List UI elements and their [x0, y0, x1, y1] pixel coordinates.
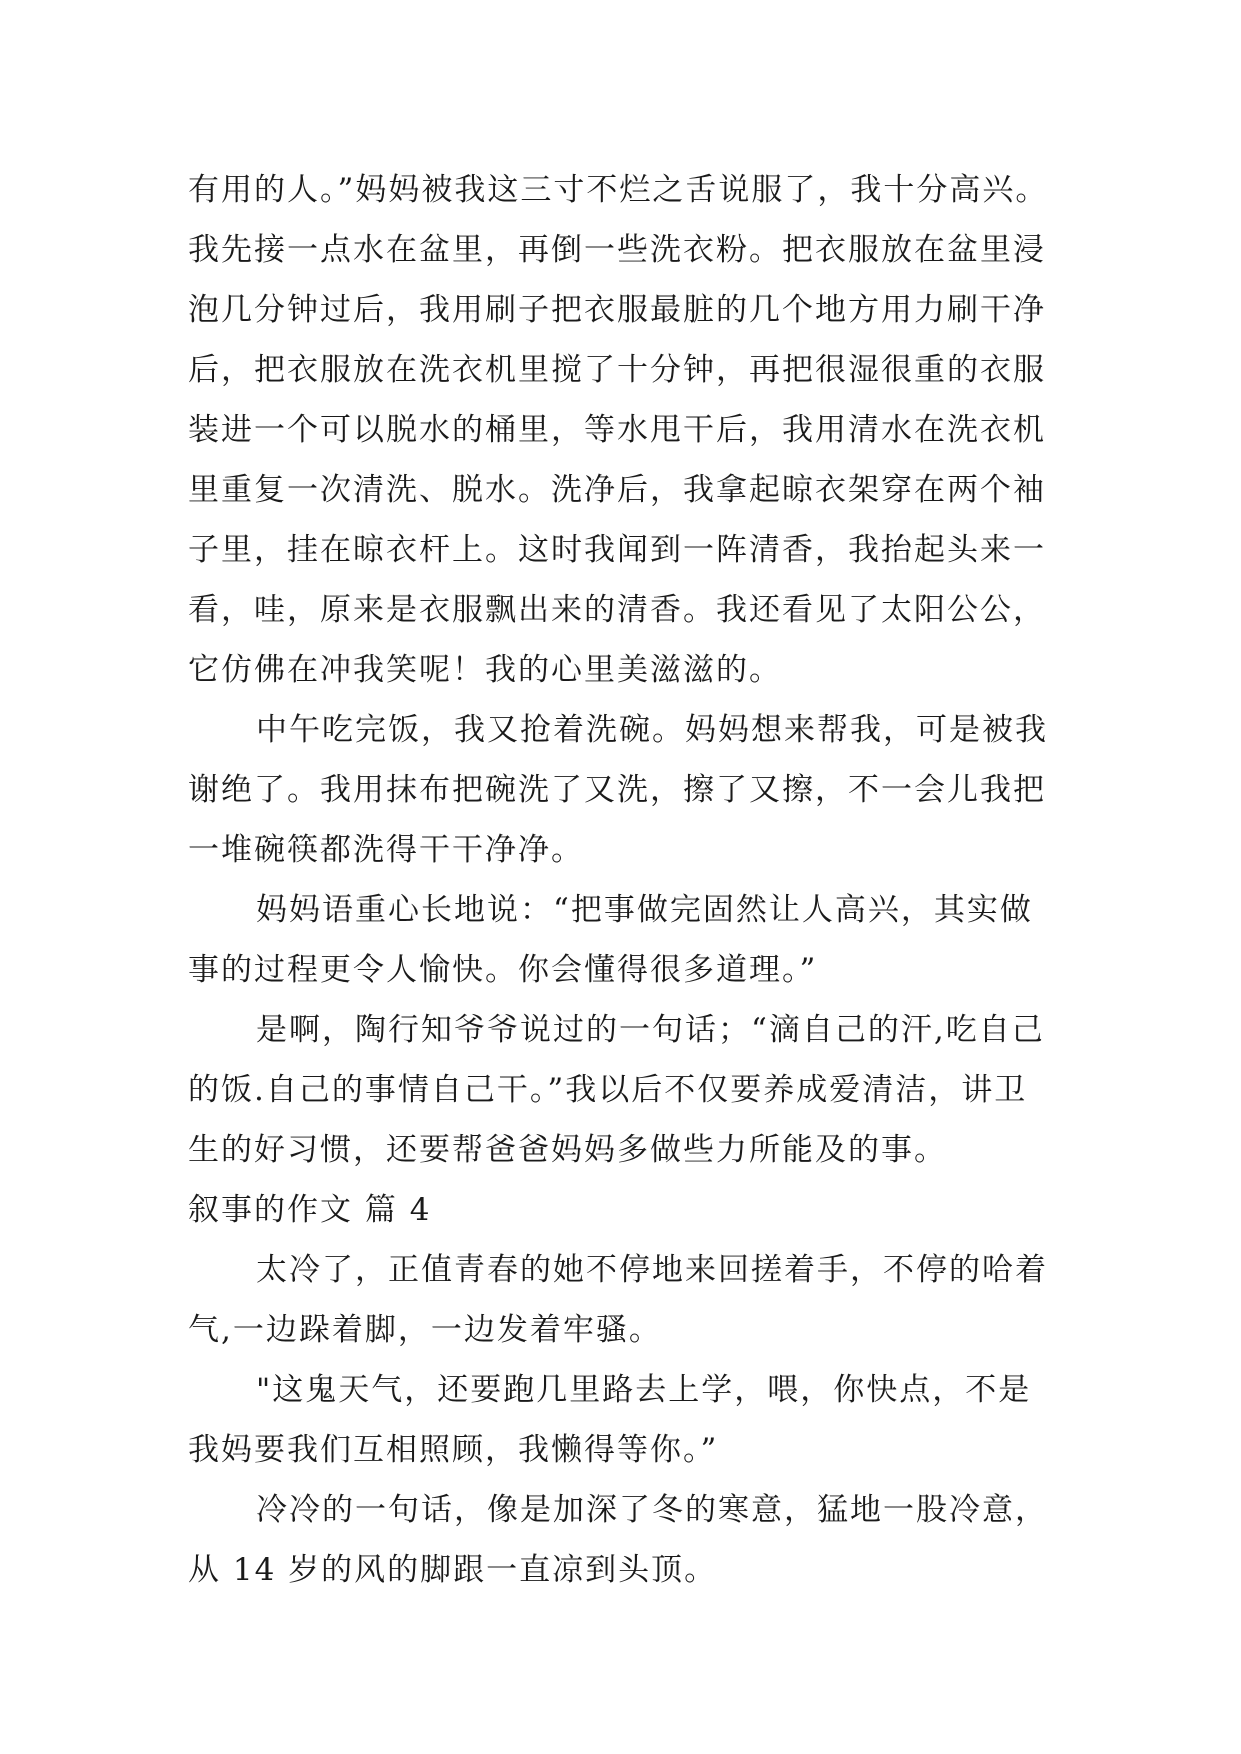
text-line: 气,一边跺着脚，一边发着牢骚。: [188, 1312, 662, 1348]
text-line: 妈妈语重心长地说：“把事做完固然让人高兴，其实做: [256, 892, 1033, 928]
text-line: "这鬼天气，还要跑几里路去上学，喂，你快点，不是: [256, 1372, 1032, 1408]
text-line: 装进一个可以脱水的桶里，等水甩干后，我用清水在洗衣机: [188, 412, 1046, 448]
text-line: 太冷了，正值青春的她不停地来回搓着手，不停的哈着: [256, 1252, 1048, 1288]
text-line: 生的好习惯，还要帮爸爸妈妈多做些力所能及的事。: [188, 1132, 947, 1168]
text-line: 一堆碗筷都洗得干干净净。: [188, 832, 584, 868]
text-line: 谢绝了。我用抹布把碗洗了又洗，擦了又擦，不一会儿我把: [188, 772, 1046, 808]
text-line: 从 14 岁的风的脚跟一直凉到头顶。: [188, 1552, 718, 1588]
text-line: 冷冷的一句话，像是加深了冬的寒意，猛地一股冷意，: [256, 1492, 1048, 1528]
text-line: 看，哇，原来是衣服飘出来的清香。我还看见了太阳公公，: [188, 592, 1046, 628]
text-line: 中午吃完饭，我又抢着洗碗。妈妈想来帮我，可是被我: [256, 712, 1048, 748]
text-line: 是啊，陶行知爷爷说过的一句话；“滴自己的汗,吃自己: [256, 1012, 1045, 1048]
text-line: 里重复一次清洗、脱水。洗净后，我拿起晾衣架穿在两个袖: [188, 472, 1046, 508]
essay-body: [188, 160, 1068, 1600]
section-heading: 叙事的作文 篇 4: [188, 1192, 432, 1228]
text-line: 的饭.自己的事情自己干。”我以后不仅要养成爱清洁，讲卫: [188, 1072, 1028, 1108]
text-line: 泡几分钟过后，我用刷子把衣服最脏的几个地方用力刷干净: [188, 292, 1046, 328]
text-line: 后，把衣服放在洗衣机里搅了十分钟，再把很湿很重的衣服: [188, 352, 1046, 388]
text-line: 事的过程更令人愉快。你会懂得很多道理。”: [188, 952, 818, 988]
text-line: 我妈要我们互相照顾，我懒得等你。”: [188, 1432, 719, 1468]
text-line: 我先接一点水在盆里，再倒一些洗衣粉。把衣服放在盆里浸: [188, 232, 1046, 268]
text-line: 它仿佛在冲我笑呢！我的心里美滋滋的。: [188, 652, 782, 688]
text-line: 子里，挂在晾衣杆上。这时我闻到一阵清香，我抬起头来一: [188, 532, 1046, 568]
text-line: 有用的人。”妈妈被我这三寸不烂之舌说服了，我十分高兴。: [188, 172, 1049, 208]
